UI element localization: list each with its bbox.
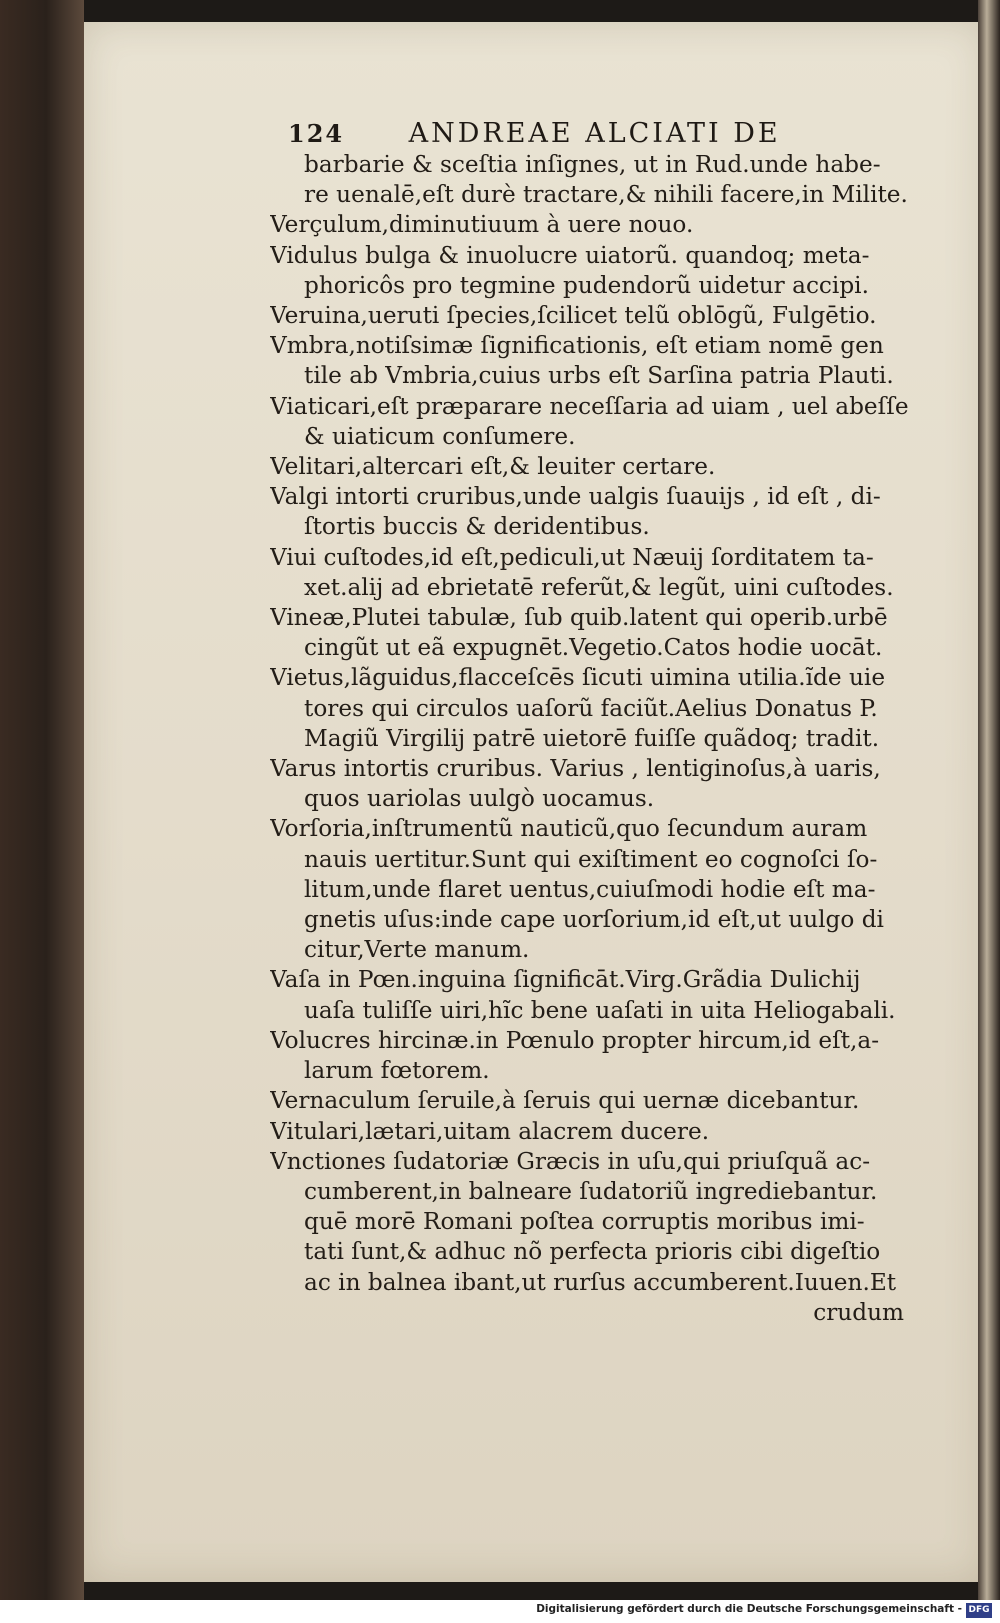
text-line: ac in balnea ibant,ut rurſus accumberent.Iuuen.Et [304, 1268, 897, 1296]
dfg-logo: DFG [966, 1603, 992, 1618]
text-line: larum fœtorem. [304, 1057, 490, 1085]
text-line: Viaticari,eſt præparare neceſſaria ad uiam , uel abeſſe [270, 392, 909, 420]
text-line: phoricôs pro tegmine pudendorũ uidetur accipi. [304, 271, 869, 299]
text-line: litum,unde flaret uentus,cuiuſmodi hodie eſt ma- [304, 875, 876, 903]
text-line: Vmbra,notiſsimæ ſignificationis, eſt etiam nomē gen [270, 332, 884, 360]
text-line: Velitari,altercari eſt,& leuiter certare. [270, 453, 716, 481]
body-text [270, 150, 930, 1328]
text-line: Volucres hircinæ.in Pœnulo propter hircum,id eſt,a- [270, 1026, 880, 1054]
text-line: Vietus,lãguidus,flacceſcēs ſicuti uimina utilia.ĩde uie [270, 664, 886, 692]
text-line: cingũt ut eã expugnēt.Vegetio.Catos hodie uocāt. [304, 634, 883, 662]
text-line: Magiũ Virgilij patrē uietorē fuiſſe quãdoq; tradit. [304, 724, 880, 752]
text-line: quos uariolas uulgò uocamus. [304, 785, 655, 813]
text-line: Vnctiones ſudatoriæ Græcis in uſu,qui priuſquã ac- [270, 1147, 871, 1175]
text-line: tores qui circulos uaſorũ faciũt.Aelius Donatus P. [304, 694, 878, 722]
text-line: Verçulum,diminutiuum à uere nouo. [270, 211, 694, 239]
footer-bar [0, 1600, 1000, 1623]
running-title: ANDREAE ALCIATI DE [408, 118, 781, 149]
catchword: crudum [813, 1298, 904, 1326]
text-line: quē morē Romani poſtea corruptis moribus imi- [304, 1208, 865, 1236]
text-line: Vernaculum ſeruile,à ſeruis qui uernæ dicebantur. [270, 1087, 860, 1115]
text-line: tati ſunt,& adhuc nõ perfecta prioris cibi digeſtio [304, 1238, 881, 1266]
text-line: cumberent,in balneare ſudatoriũ ingrediebantur. [304, 1177, 878, 1205]
text-line: xet.alij ad ebrietatē referũt,& legũt, uini cuſtodes. [304, 573, 894, 601]
text-line: Vitulari,lætari,uitam alacrem ducere. [270, 1117, 710, 1145]
text-line: Vineæ,Plutei tabulæ, ſub quib.latent qui operib.urbē [270, 604, 888, 632]
text-line: Veruina,ueruti ſpecies,ſcilicet telũ oblōgũ, Fulgētio. [270, 302, 877, 330]
text-line: barbarie & sceſtia inſignes, ut in Rud.unde habe- [304, 151, 881, 178]
page-edge [978, 0, 1000, 1600]
text-line: Valgi intorti cruribus,unde ualgis ſuauijs , id eſt , di- [270, 483, 881, 511]
text-line: Vorſoria,inſtrumentũ nauticũ,quo ſecundum auram [270, 815, 868, 843]
text-line: uaſa tuliſſe uiri,hĩc bene uaſati in uita Heliogabali. [304, 996, 896, 1024]
text-line: tile ab Vmbria,cuius urbs eſt Sarſina patria Plauti. [304, 362, 894, 390]
text-line: ſtortis buccis & deridentibus. [304, 513, 650, 541]
text-line: re uenalē,eſt durè tractare,& nihili facere,in Milite. [304, 181, 908, 209]
text-line: & uiaticum conſumere. [304, 422, 576, 450]
page-number: 124 [288, 119, 345, 148]
text-line: gnetis uſus:inde cape uorſorium,id eſt,ut uulgo di [304, 906, 884, 934]
binding-shadow [0, 0, 84, 1600]
funding-notice: Digitalisierung gefördert durch die Deutsche Forschungsgemeinschaft - [536, 1603, 962, 1615]
text-line: Viui cuſtodes,id eſt,pediculi,ut Næuij ſorditatem ta- [270, 543, 874, 571]
text-line: Vidulus bulga & inuolucre uiatorũ. quandoq; meta- [270, 241, 870, 269]
text-line: citur,Verte manum. [304, 936, 530, 964]
text-line: nauis uertitur.Sunt qui exiſtiment eo cognoſci ſo- [304, 845, 878, 873]
text-line: Vaſa in Pœn.inguina ſignificāt.Virg.Grãdia Dulichij [270, 966, 861, 994]
text-line: Varus intortis cruribus. Varius , lentiginoſus,à uaris, [270, 755, 881, 783]
